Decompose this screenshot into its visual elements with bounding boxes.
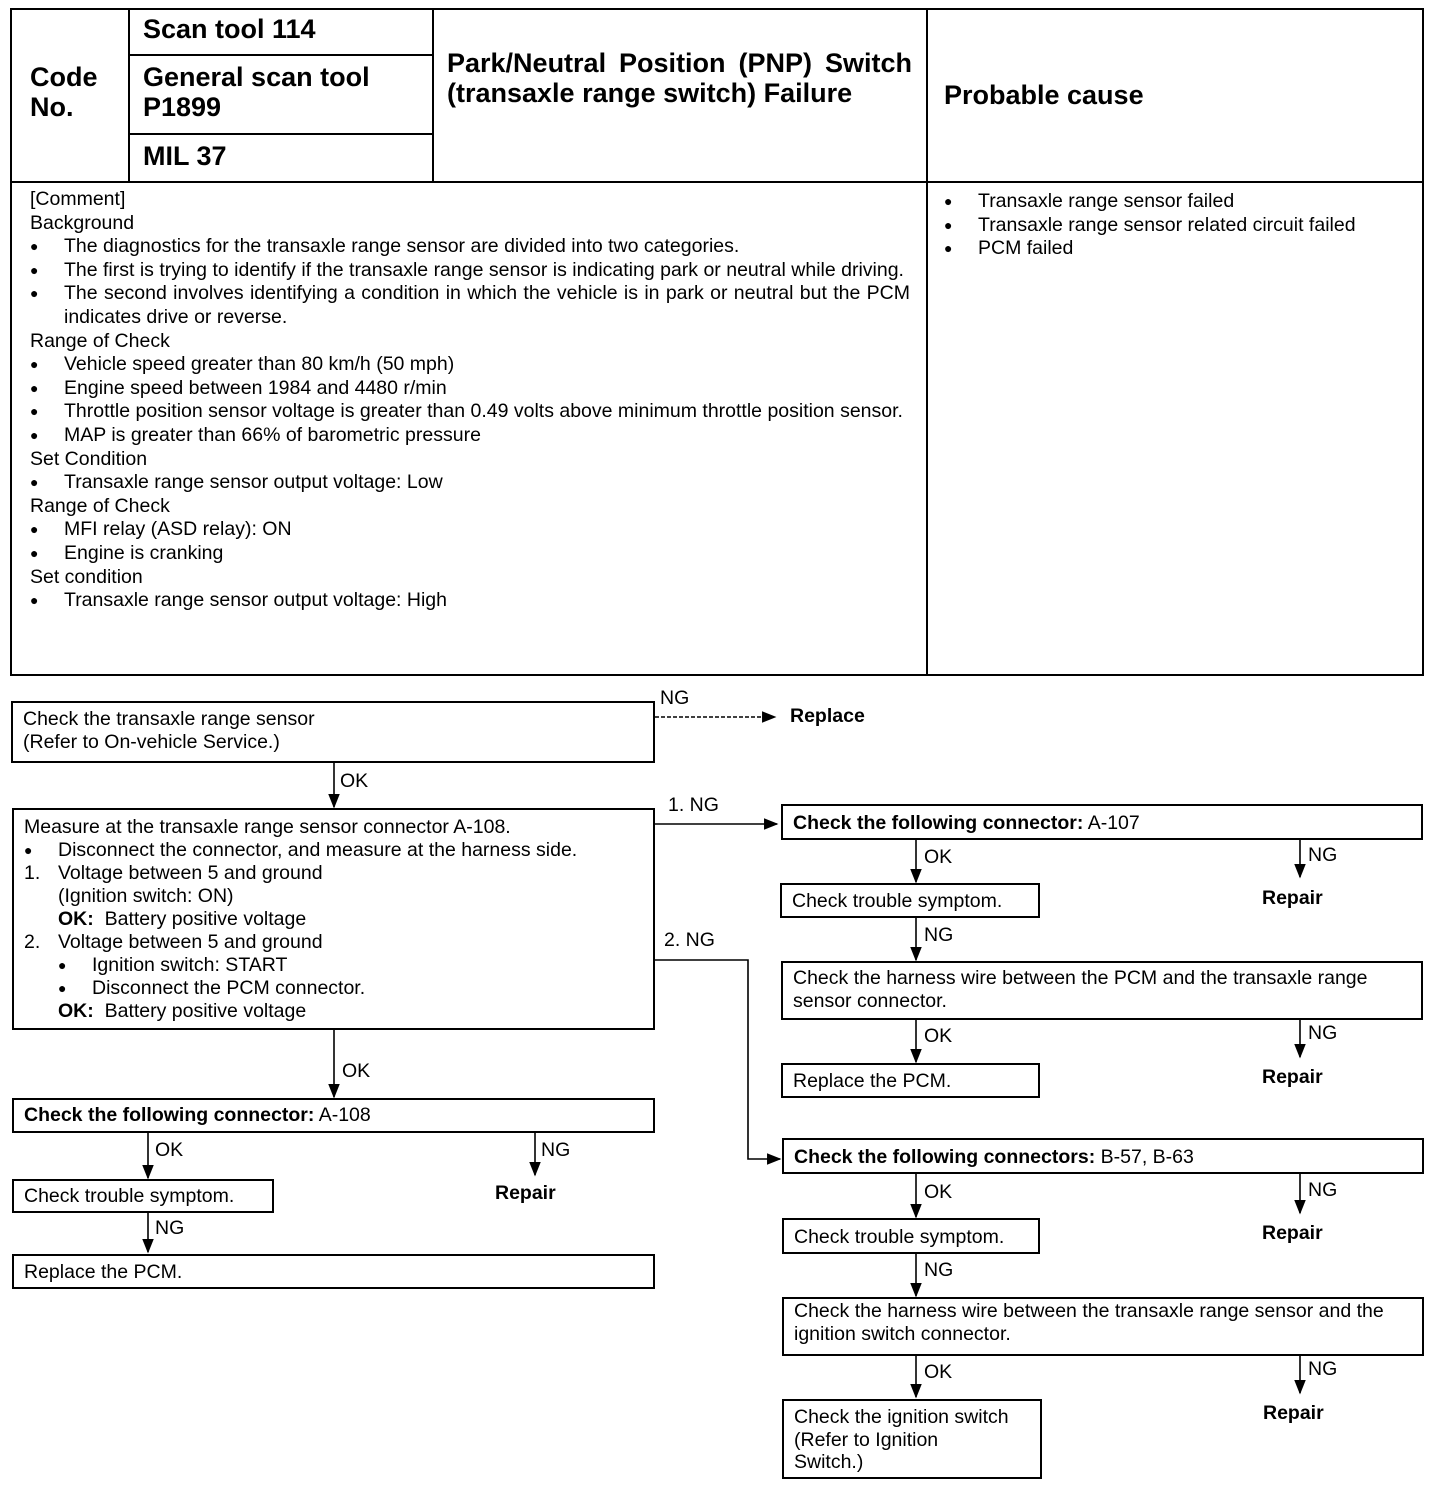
- connector-id: A-108: [318, 1104, 371, 1126]
- list-item: ● Engine speed between 1984 and 4480 r/min: [30, 377, 910, 401]
- replace-pcm-box: Replace the PCM.: [12, 1254, 655, 1289]
- bullet-icon: ●: [58, 980, 67, 996]
- ok-label: OK: [924, 1025, 953, 1047]
- range-of-check-heading: Range of Check: [30, 329, 170, 352]
- repair-action: Repair: [1262, 887, 1323, 909]
- list-item: ● Transaxle range sensor output voltage: Low: [30, 471, 910, 495]
- step-ok: [58, 908, 643, 931]
- list-item: ● Vehicle speed greater than 80 km/h (50 mph): [30, 353, 910, 377]
- 2-ng-label: 2. NG: [664, 929, 715, 951]
- connector-prefix: Check the following connectors:: [794, 1146, 1096, 1168]
- measure-step-2: [24, 931, 643, 1023]
- list-item: ● The first is trying to identify if the transaxle range sensor is indicating park or neutral while driving.: [30, 259, 910, 283]
- ok-value: Battery positive voltage: [104, 1000, 307, 1022]
- bullet-icon: ●: [58, 957, 67, 973]
- step-number: 2.: [24, 931, 41, 953]
- set-condition-heading: Set condition: [30, 565, 143, 588]
- repair-action: Repair: [1263, 1402, 1324, 1424]
- check-sensor-box: [11, 701, 655, 763]
- ok-label: OK: [924, 846, 953, 868]
- ok-label: OK: [924, 1181, 953, 1203]
- step-ok: [58, 1000, 643, 1023]
- repair-action: Repair: [495, 1182, 556, 1204]
- ng-label: NG: [1308, 1022, 1338, 1044]
- harness-check-box: Check the harness wire between the PCM and the transaxle range sensor connector.: [781, 961, 1423, 1020]
- bullet-icon: ●: [24, 842, 33, 858]
- ignition-switch-text: Check the ignition switch: [794, 1406, 1009, 1428]
- ng-label: NG: [1308, 844, 1338, 866]
- ng-label: NG: [1308, 1179, 1338, 1201]
- ng-label: NG: [1308, 1358, 1338, 1380]
- measure-box: [12, 808, 655, 1030]
- ok-label: OK: [342, 1060, 371, 1082]
- list-item: ● Engine is cranking: [30, 542, 910, 566]
- ok-label: OK: [340, 770, 369, 792]
- check-connector-a108-box: [12, 1098, 655, 1133]
- probable-cause-heading: Probable cause: [944, 80, 1144, 110]
- list-item: ● Transaxle range sensor output voltage: High: [30, 589, 910, 613]
- check-connectors-b57-box: [782, 1138, 1424, 1174]
- repair-action: Repair: [1262, 1222, 1323, 1244]
- ng-label: NG: [924, 1259, 954, 1281]
- list-item: ● Transaxle range sensor failed: [944, 190, 1414, 214]
- step-bullet: [58, 954, 643, 977]
- list-item: ● Transaxle range sensor related circuit failed: [944, 214, 1414, 238]
- measure-bullet-text: Disconnect the connector, and measure at the harness side.: [58, 839, 578, 861]
- connector-id: B-57, B-63: [1100, 1146, 1194, 1168]
- step-subtext: (Ignition switch: ON): [58, 885, 234, 907]
- list-item: ● MAP is greater than 66% of barometric pressure: [30, 424, 910, 448]
- step-bullet-text: Disconnect the PCM connector.: [92, 977, 366, 999]
- ignition-switch-box: [782, 1399, 1042, 1479]
- ng-label: NG: [924, 924, 954, 946]
- check-sensor-text: Check the transaxle range sensor: [23, 708, 315, 730]
- arrow-2ng: [655, 960, 780, 1159]
- list-item: ● MFI relay (ASD relay): ON: [30, 518, 910, 542]
- ok-label: OK: [155, 1139, 184, 1161]
- check-symptom-box: Check trouble symptom.: [782, 1218, 1040, 1254]
- step-bullet-text: Ignition switch: START: [92, 954, 288, 976]
- diagnosis-title: Park/Neutral Position (PNP) Switch (transaxle range switch) Failure: [447, 48, 912, 108]
- list-item: ● The diagnostics for the transaxle range sensor are divided into two categories.: [30, 235, 910, 259]
- check-sensor-note: (Refer to On-vehicle Service.): [23, 731, 280, 753]
- connector-prefix: Check the following connector:: [793, 812, 1084, 834]
- replace-action: Replace: [790, 705, 865, 727]
- code-no-heading: Code No.: [30, 62, 98, 122]
- list-item: ● The second involves identifying a condition in which the vehicle is in park or neutral but the PCM indicates drive or reverse.: [30, 282, 910, 329]
- step-text: Voltage between 5 and ground: [58, 931, 323, 953]
- general-scan-tool-code: General scan tool P1899: [143, 62, 370, 122]
- scan-tool-code: Scan tool 114: [143, 14, 316, 44]
- step-text: Voltage between 5 and ground: [58, 862, 323, 884]
- ignition-switch-note: (Refer to Ignition: [794, 1428, 939, 1451]
- comment-label: [Comment]: [30, 188, 126, 210]
- range-of-check-heading: Range of Check: [30, 494, 170, 517]
- step-number: 1.: [24, 862, 41, 884]
- measure-step-1: [24, 862, 643, 931]
- check-symptom-box: Check trouble symptom.: [12, 1179, 274, 1213]
- harness-check-box: Check the harness wire between the transaxle range sensor and the ignition switch connector.: [782, 1297, 1424, 1356]
- repair-action: Repair: [1262, 1066, 1323, 1088]
- 1-ng-label: 1. NG: [668, 794, 719, 816]
- connector-prefix: Check the following connector:: [24, 1104, 315, 1126]
- check-symptom-box: Check trouble symptom.: [780, 883, 1040, 918]
- background-heading: Background: [30, 211, 135, 234]
- ok-label: OK:: [58, 908, 94, 930]
- mil-code: MIL 37: [143, 141, 227, 171]
- connector-id: A-107: [1087, 812, 1140, 834]
- check-connector-a107-box: [781, 804, 1423, 840]
- replace-pcm-box: Replace the PCM.: [781, 1063, 1040, 1098]
- list-item: ● Throttle position sensor voltage is greater than 0.49 volts above minimum throttle position sensor.: [30, 400, 910, 424]
- measure-bullet: [24, 839, 643, 862]
- ng-label: NG: [541, 1139, 571, 1161]
- ng-label: NG: [155, 1217, 185, 1239]
- set-condition-heading: Set Condition: [30, 447, 148, 470]
- list-item: ● PCM failed: [944, 237, 1414, 261]
- ok-label: OK: [924, 1361, 953, 1383]
- ng-label: NG: [660, 687, 690, 709]
- ok-value: Battery positive voltage: [104, 908, 307, 930]
- ok-label: OK:: [58, 1000, 94, 1022]
- step-bullet: [58, 977, 643, 1000]
- ignition-switch-note: Switch.): [794, 1451, 864, 1473]
- measure-text: Measure at the transaxle range sensor connector A-108.: [24, 816, 511, 838]
